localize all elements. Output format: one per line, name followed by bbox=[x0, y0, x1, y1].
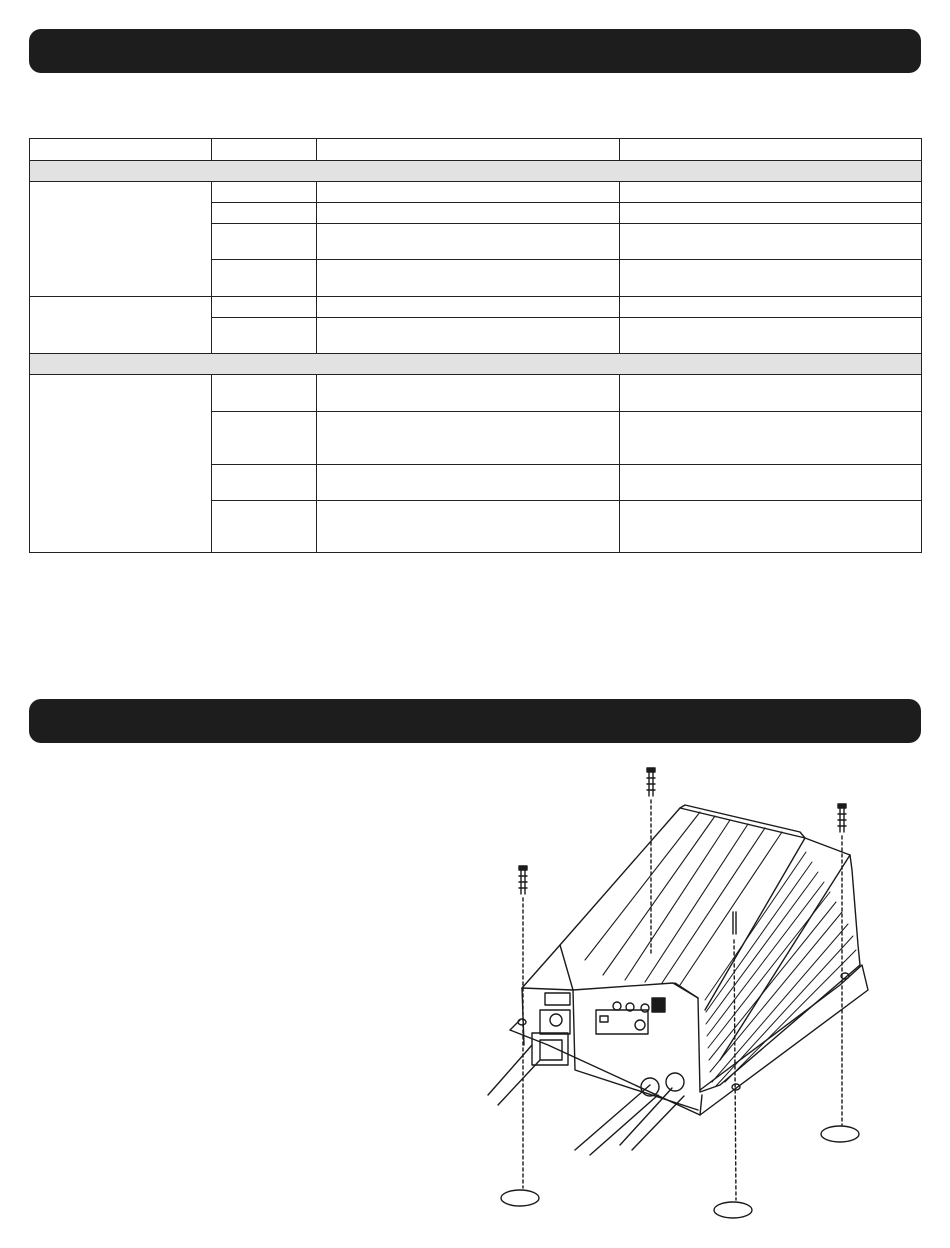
table-cell bbox=[30, 375, 212, 553]
screw-icon bbox=[519, 866, 527, 1188]
table-cell bbox=[620, 182, 922, 203]
table-cell bbox=[30, 182, 212, 297]
table-cell bbox=[620, 412, 922, 465]
screw-icon bbox=[647, 768, 655, 955]
table-cell bbox=[317, 318, 620, 354]
table-cell bbox=[317, 203, 620, 224]
table-header-cell bbox=[317, 139, 620, 161]
table-row bbox=[30, 297, 922, 318]
table-cell bbox=[317, 182, 620, 203]
table-cell bbox=[620, 501, 922, 553]
table-cell bbox=[620, 318, 922, 354]
table-cell bbox=[212, 375, 317, 412]
table-cell bbox=[212, 501, 317, 553]
table-cell bbox=[212, 297, 317, 318]
table-header-cell bbox=[212, 139, 317, 161]
table-group-row bbox=[30, 161, 922, 182]
section-header-bar bbox=[29, 699, 921, 743]
table-cell bbox=[620, 375, 922, 412]
power-cables bbox=[488, 1045, 684, 1155]
callout-circle bbox=[821, 1126, 859, 1142]
table-group-label bbox=[30, 354, 922, 375]
cooling-fins bbox=[705, 852, 856, 1086]
table-cell bbox=[212, 412, 317, 465]
table-cell bbox=[212, 182, 317, 203]
table-cell bbox=[620, 260, 922, 297]
table-cell bbox=[317, 412, 620, 465]
front-panel bbox=[540, 993, 665, 1034]
table-cell bbox=[620, 224, 922, 260]
table-cell bbox=[212, 318, 317, 354]
table-cell bbox=[212, 260, 317, 297]
ac-outlet bbox=[532, 1033, 568, 1065]
table-cell bbox=[620, 203, 922, 224]
table-group-row bbox=[30, 354, 922, 375]
table-header-cell bbox=[620, 139, 922, 161]
mounting-illustration bbox=[480, 760, 900, 1230]
mounting-flange bbox=[510, 965, 868, 1115]
table-cell bbox=[212, 465, 317, 501]
table-cell bbox=[317, 297, 620, 318]
table-group-label bbox=[30, 161, 922, 182]
table-cell bbox=[317, 260, 620, 297]
table-cell bbox=[317, 501, 620, 553]
table-row bbox=[30, 375, 922, 412]
table-cell bbox=[620, 297, 922, 318]
table-cell bbox=[30, 297, 212, 354]
section-header-bar bbox=[29, 29, 921, 73]
top-ridges bbox=[585, 812, 782, 985]
callout-circle bbox=[714, 1202, 752, 1218]
table-cell bbox=[212, 224, 317, 260]
callout-circle bbox=[501, 1190, 539, 1206]
table-cell bbox=[212, 203, 317, 224]
table-cell bbox=[317, 375, 620, 412]
table-row bbox=[30, 182, 922, 203]
table-cell bbox=[317, 224, 620, 260]
table-cell bbox=[317, 465, 620, 501]
table-header-cell bbox=[30, 139, 212, 161]
table-header-row bbox=[30, 139, 922, 161]
specification-table bbox=[29, 138, 922, 553]
table-cell bbox=[620, 465, 922, 501]
